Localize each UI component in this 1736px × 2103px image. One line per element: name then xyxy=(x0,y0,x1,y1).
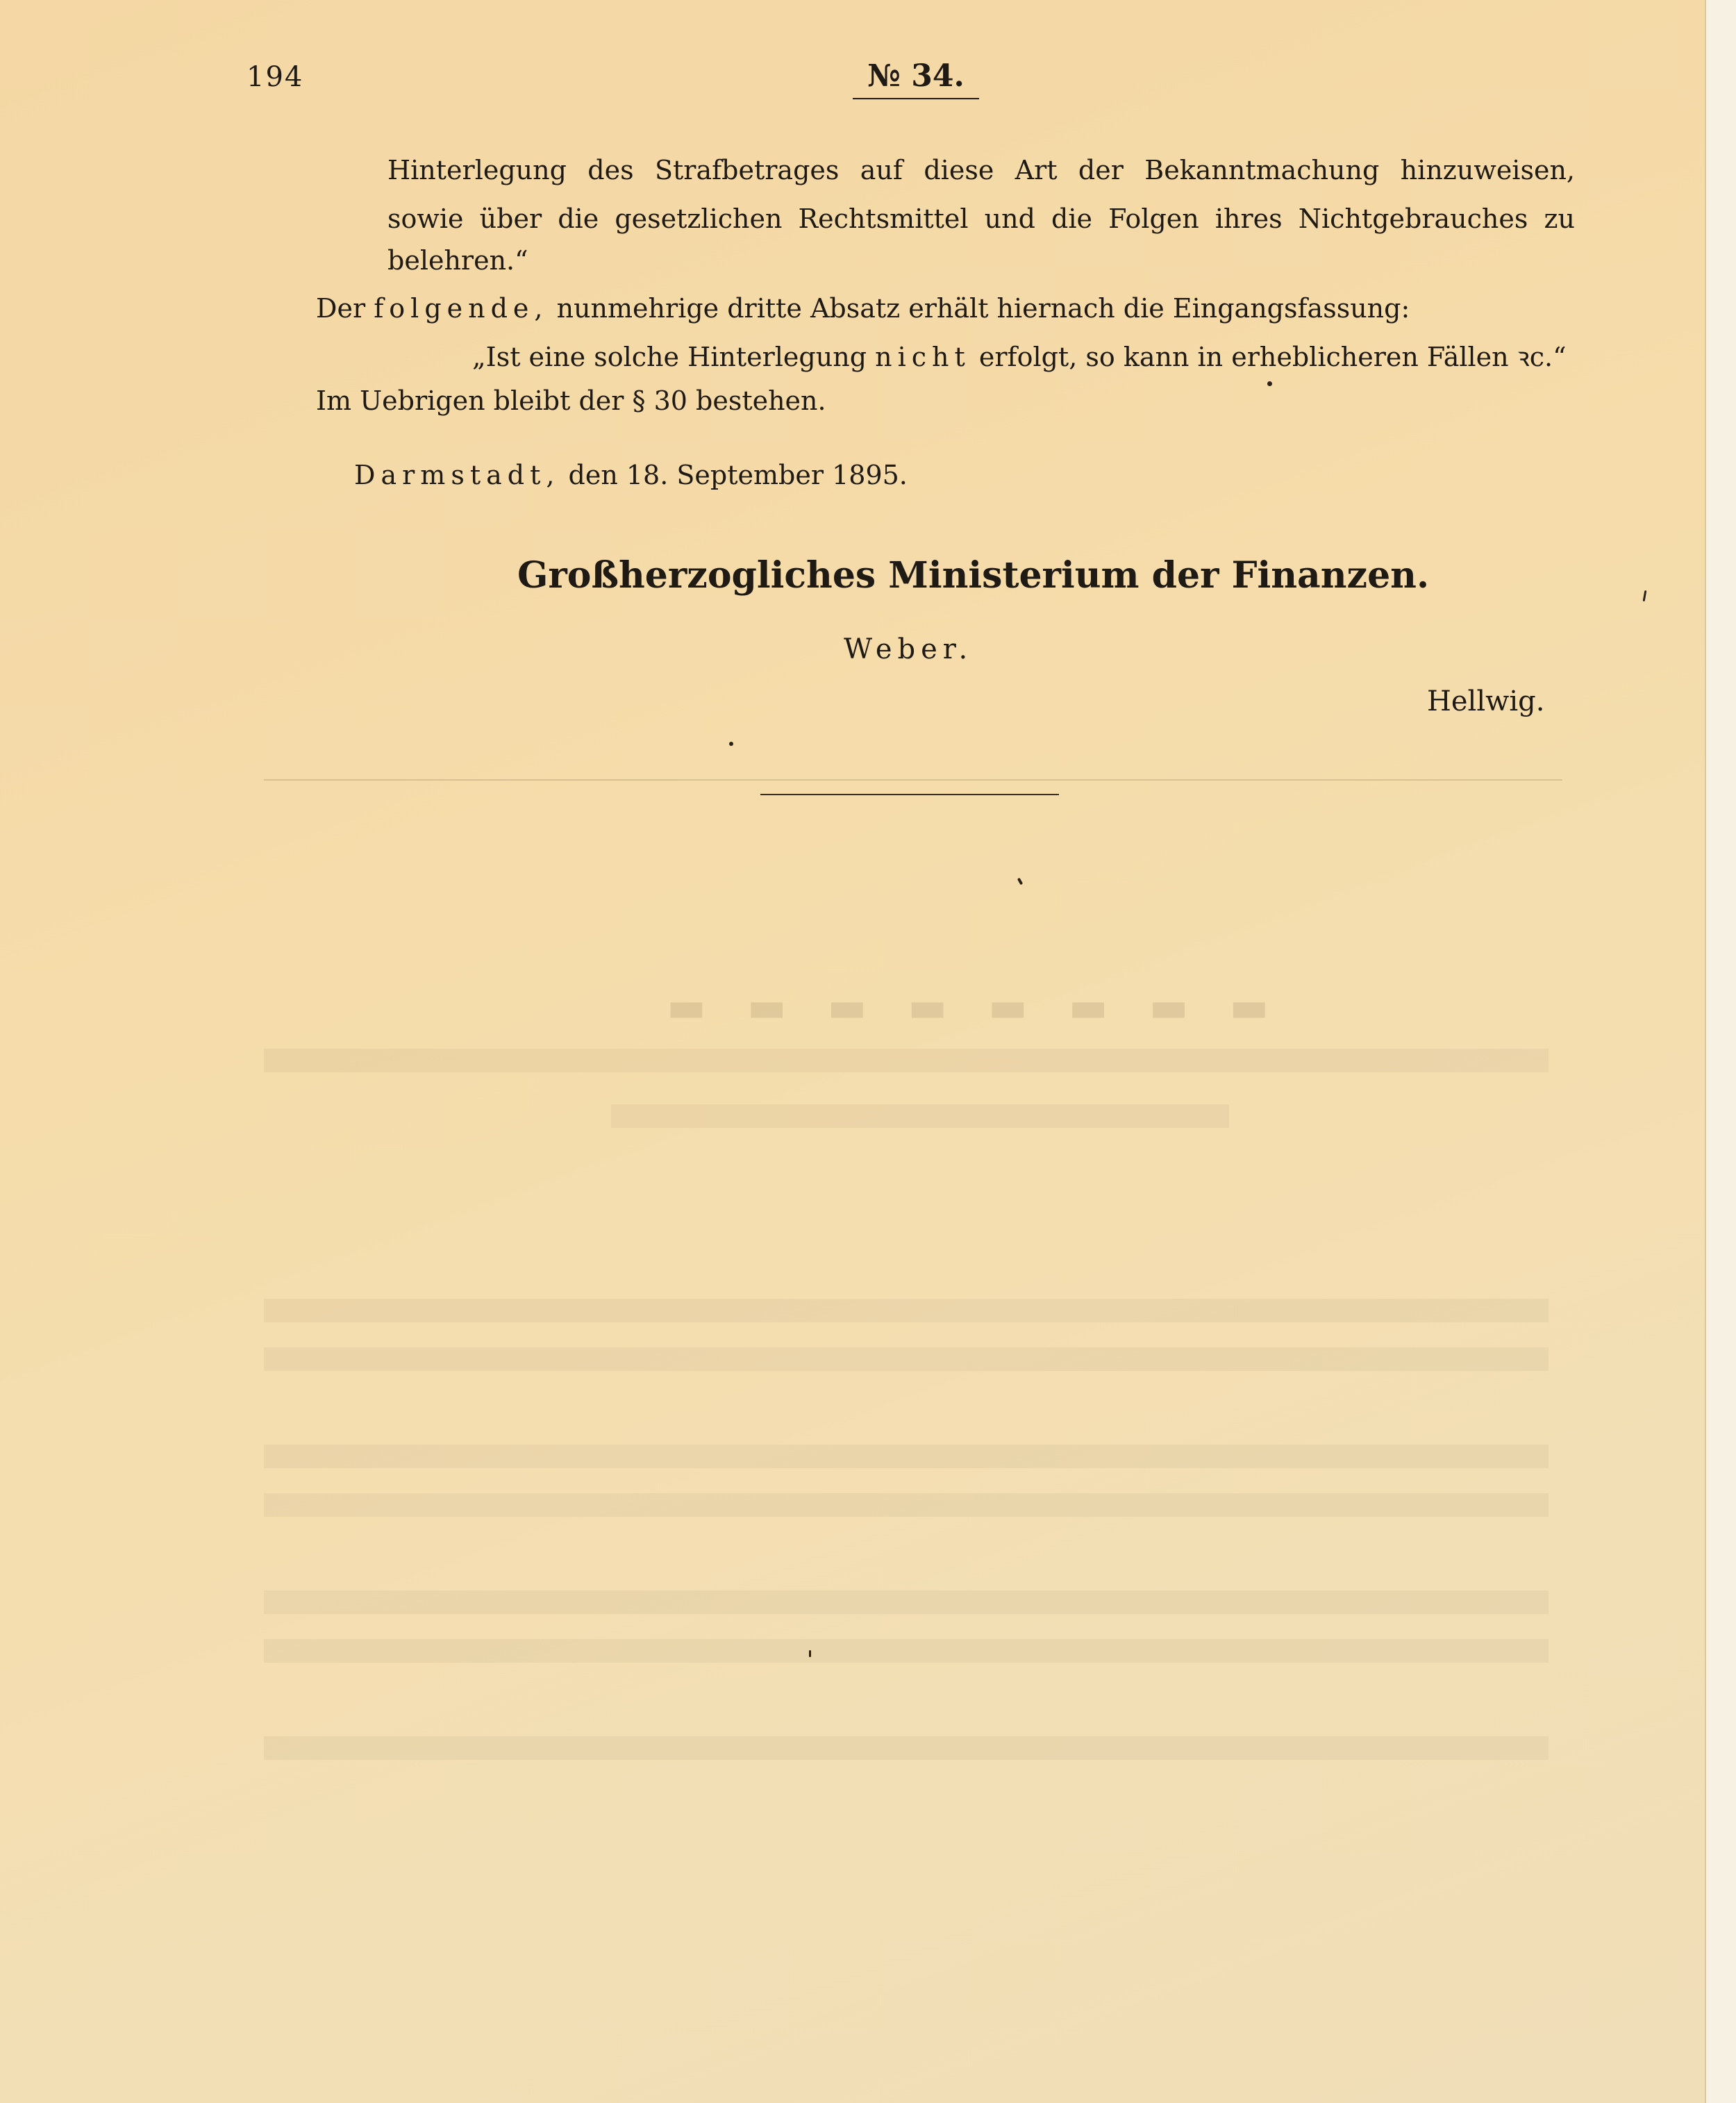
bleed-through-line xyxy=(611,1104,1229,1128)
bleed-through-line xyxy=(264,1347,1549,1371)
body-line-4-emphasis: folgende, xyxy=(374,293,549,324)
bleed-through-line xyxy=(264,1445,1549,1468)
body-line-2: sowie über die gesetzlichen Rechtsmittel und die Folgen ihres Nichtgebrauches zu xyxy=(387,203,1575,234)
section-divider xyxy=(760,794,1059,795)
dateline-date: den 18. September 1895. xyxy=(568,460,908,490)
ink-speck xyxy=(729,742,733,746)
body-line-4-start: Der xyxy=(316,293,366,324)
bleed-through-line xyxy=(264,1299,1549,1322)
bleed-through-line xyxy=(264,1049,1549,1072)
body-line-1: Hinterlegung des Strafbetrages auf diese Art der Bekanntmachung hinzuweisen, xyxy=(387,155,1575,185)
ink-speck xyxy=(1643,590,1647,601)
scan-margin xyxy=(1705,0,1736,2103)
body-line-6: Im Uebrigen bleibt der § 30 bestehen. xyxy=(316,385,826,416)
bleed-through-line xyxy=(264,1590,1549,1614)
dateline xyxy=(354,462,908,488)
issue-number: № 34. xyxy=(853,58,979,99)
body-line-5-start: „Ist eine solche Hinterlegung xyxy=(472,342,867,372)
bleed-through-rule xyxy=(264,779,1562,781)
body-line-4 xyxy=(316,295,1410,322)
bleed-through-line xyxy=(264,1493,1549,1517)
bleed-through-line xyxy=(264,1639,1549,1663)
body-line-4-end: nunmehrige dritte Absatz erhält hiernach die Eingangsfassung: xyxy=(556,293,1410,324)
ministry-signature-title: Großherzogliches Ministerium der Finanzen. xyxy=(517,554,1430,597)
signatory-weber: Weber. xyxy=(844,633,974,665)
ink-speck xyxy=(809,1650,811,1657)
bleed-through-heading: ▬ ▬ ▬ ▬ ▬ ▬ ▬ ▬ xyxy=(667,983,1283,1031)
ink-speck xyxy=(1017,878,1023,886)
bleed-through-line xyxy=(264,1736,1549,1760)
body-line-5-emphasis: nicht xyxy=(875,342,971,372)
body-line-5 xyxy=(472,344,1567,370)
body-line-5-end: erfolgt, so kann in erheblicheren Fällen ꝛc.“ xyxy=(978,342,1567,372)
ink-speck xyxy=(1267,381,1272,386)
body-line-3: belehren.“ xyxy=(387,245,528,276)
signatory-hellwig: Hellwig. xyxy=(1427,685,1545,717)
page-number: 194 xyxy=(247,61,304,93)
dateline-place: Darmstadt, xyxy=(354,460,560,490)
